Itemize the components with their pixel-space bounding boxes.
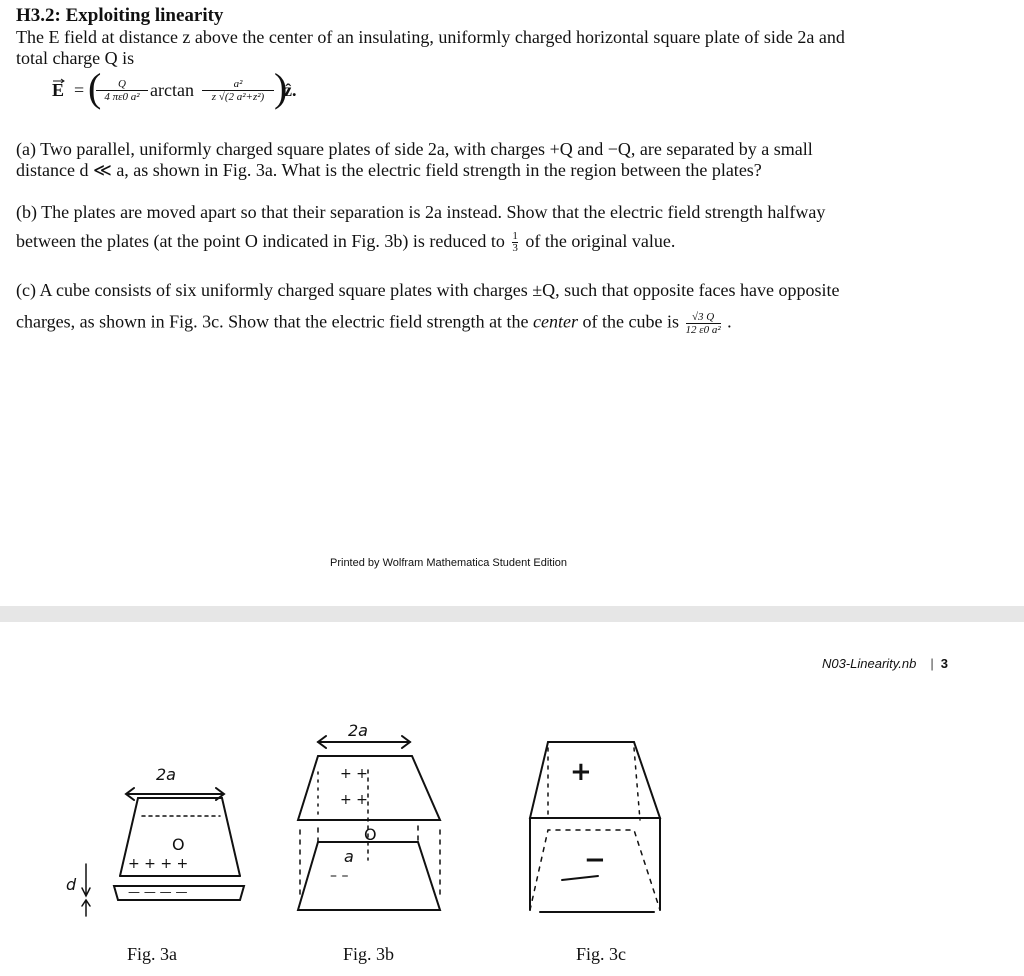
fraction-2-numerator: a² [202, 78, 274, 91]
part-b-text-pre: between the plates (at the point O indicated in Fig. 3b) is reduced to [16, 231, 505, 251]
fig3b-label-2a: 2a [348, 721, 368, 740]
page-separator [0, 606, 1024, 622]
fig3a-minus-row: — — — — [128, 885, 188, 899]
unit-vector-z: ẑ. [284, 80, 297, 100]
arctan-label: arctan [150, 80, 194, 100]
part-b-fraction-den: 3 [512, 242, 518, 255]
problem-text-block [16, 0, 1006, 69]
part-c-line-1: (c) A cube consists of six uniformly charged square plates with charges ±Q, such that opposite faces have opposite [16, 280, 840, 300]
equation-lhs [52, 80, 64, 101]
fig3c-bottom-scribble [562, 876, 598, 880]
fraction-1-numerator: Q [96, 78, 148, 91]
part-c-text-mid: of the cube is [582, 311, 679, 332]
fig3c-caption: Fig. 3c [576, 944, 627, 964]
intro-line-1: The E field at distance z above the center of an insulating, uniformly charged horizontal square plate of side 2a and [16, 27, 845, 47]
notebook-name: N03-Linearity.nb [821, 656, 917, 671]
fig3b-plus-row-2: + + [340, 792, 368, 808]
part-c-text-post: . [727, 311, 732, 332]
printed-by-footer: Printed by Wolfram Mathematica Student Edition [330, 557, 568, 569]
part-a-line-1: (a) Two parallel, uniformly charged square plates of side 2a, with charges +Q and −Q, are separated by a small [16, 139, 813, 159]
fig3c-plus-sign: + [570, 757, 592, 787]
fig3a-label-o: O [172, 835, 185, 854]
part-c-center-word: center [533, 311, 579, 332]
fig3a-label-d: d [66, 875, 77, 894]
fig3b-plus-row: + + [340, 766, 368, 782]
part-c-fraction [686, 311, 721, 336]
fig3b-minus-row: – – [330, 868, 349, 884]
close-paren: ) [274, 65, 288, 110]
fig3b-label-a: a [344, 847, 354, 866]
problem-title: H3.2: Exploiting linearity [16, 5, 224, 26]
fig3a-d-arrow-up [82, 900, 90, 916]
page-number: 3 [940, 656, 948, 671]
fig3a-label-2a: 2a [156, 765, 176, 784]
part-a-line-2: distance d ≪ a, as shown in Fig. 3a. What is the electric field strength in the region between the plates? [16, 160, 762, 180]
fraction-1-denominator: 4 πε0 a² [104, 91, 140, 103]
fig3b-bottom-plate [298, 842, 440, 910]
fig3c-top-face [530, 742, 660, 818]
fig3b-drawing [298, 736, 440, 910]
intro-line-2: total charge Q is [16, 48, 135, 68]
part-c-fraction-num: √3 Q [686, 311, 721, 324]
page-header [822, 656, 948, 671]
part-c-fraction-den: 12 ε0 a² [685, 324, 721, 336]
part-b-fraction [512, 231, 518, 254]
part-b-line-2 [16, 231, 1006, 254]
fig3c-back-dashes [548, 748, 640, 820]
header-separator: | [930, 656, 934, 671]
fig3c-drawing [530, 742, 660, 912]
part-c-line-2 [16, 311, 1006, 336]
part-b-text-post: of the original value. [525, 231, 676, 251]
figures-area [0, 700, 1024, 976]
fraction-2 [202, 78, 274, 103]
open-paren: ( [88, 65, 102, 110]
fig3b-caption: Fig. 3b [343, 944, 395, 964]
equation-lhs-symbol: E [52, 80, 65, 100]
part-b-fraction-num: 1 [512, 230, 518, 243]
part-b-line-1: (b) The plates are moved apart so that their separation is 2a instead. Show that the electric field strength halfway [16, 202, 826, 222]
fig3b-label-o: O [364, 825, 377, 844]
fraction-2-denominator: z √(2 a²+z²) [211, 91, 265, 103]
fraction-1 [96, 78, 148, 103]
part-a [16, 139, 1006, 181]
vector-arrow-icon [52, 78, 66, 84]
part-b [16, 202, 1006, 254]
fig3c-minus-sign: − [584, 845, 606, 875]
fig3a-d-arrow-down [82, 864, 90, 896]
part-c-text-pre: charges, as shown in Fig. 3c. Show that the electric field strength at the [16, 311, 529, 332]
fig3a-caption: Fig. 3a [127, 944, 178, 964]
fig3a-plus-row: + + + + [128, 856, 189, 872]
equation-equals: = [74, 80, 85, 100]
fig3b-top-plate [298, 756, 440, 820]
part-c [16, 280, 1006, 336]
